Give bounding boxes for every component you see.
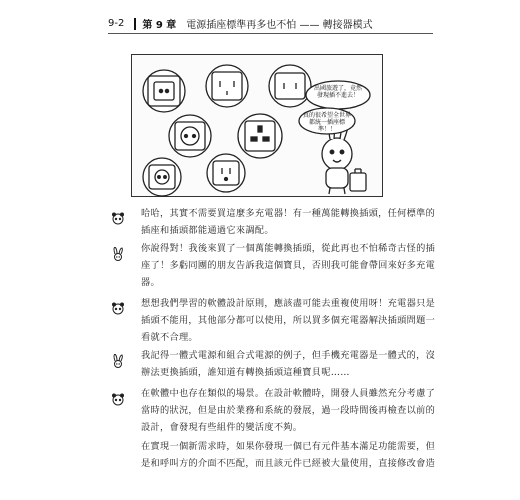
dialogue-text: 哈哈，其實不需要買這麼多充電器！有一種萬能轉換插頭，任何標準的插座和插頭都能通過它來調配。 (141, 208, 436, 236)
bunny-icon (111, 247, 125, 261)
body-text: 在實現一個新需求時，如果你發現一個已有元件基本滿足功能需要，但是和呼叫方的介面不匹配，而且該元件已經被大量使用，直接修改會造 (141, 441, 436, 469)
panda-icon (111, 301, 125, 315)
panda-icon (111, 392, 125, 406)
header-divider (134, 18, 136, 30)
socket-illustration (131, 54, 383, 197)
speech-bubble-2: 真的很希望全世界都統一插座標準！！ (302, 112, 351, 133)
speech-bubble-1: 出國旅遊了，竟然發現插不進去！ (313, 85, 362, 99)
dialogue-text: 在軟體中也存在類似的場景。在設計軟體時，開發人員雖然充分考慮了當時的狀況，但是由於業務和系統的發展，過一段時間後再檢查以前的設計，會發現有些組件的變活度不夠。 (141, 388, 436, 433)
header-rule (108, 33, 433, 34)
dialogue-paragraph-3 (141, 295, 441, 346)
dialogue-paragraph-1 (141, 205, 441, 239)
dialogue-text: 你說得對！我後來買了一個萬能轉換插頭，從此再也不怕稀奇古怪的插座了！多虧同團的朋友告訴我這個寶貝，否則我可能會帶回來好多充電器。 (141, 243, 436, 288)
dialogue-paragraph-5 (141, 385, 441, 436)
dialogue-paragraph-4 (141, 347, 441, 381)
page-header (108, 16, 373, 31)
chapter-label: 第 9 章 (142, 20, 177, 31)
bunny-icon (111, 354, 125, 368)
dialogue-text: 想想我們學習的軟體設計原則，應該盡可能去重複使用呀！充電器只是插頭不能用，其他部分都可以使用，所以買多個充電器解決插頭問題一看就不合理。 (141, 298, 436, 343)
chapter-title: 電源插座標準再多也不怕 —— 轉接器模式 (186, 20, 373, 31)
body-paragraph (141, 438, 441, 472)
dialogue-paragraph-2 (141, 240, 441, 291)
page-number: 9-2 (108, 18, 125, 29)
panda-icon (111, 211, 125, 225)
dialogue-text: 我記得一體式電源和組合式電源的例子，但手機充電器是一體式的，沒辦法更換插頭，誰知道有轉換插頭這種寶貝呢…… (141, 350, 436, 378)
